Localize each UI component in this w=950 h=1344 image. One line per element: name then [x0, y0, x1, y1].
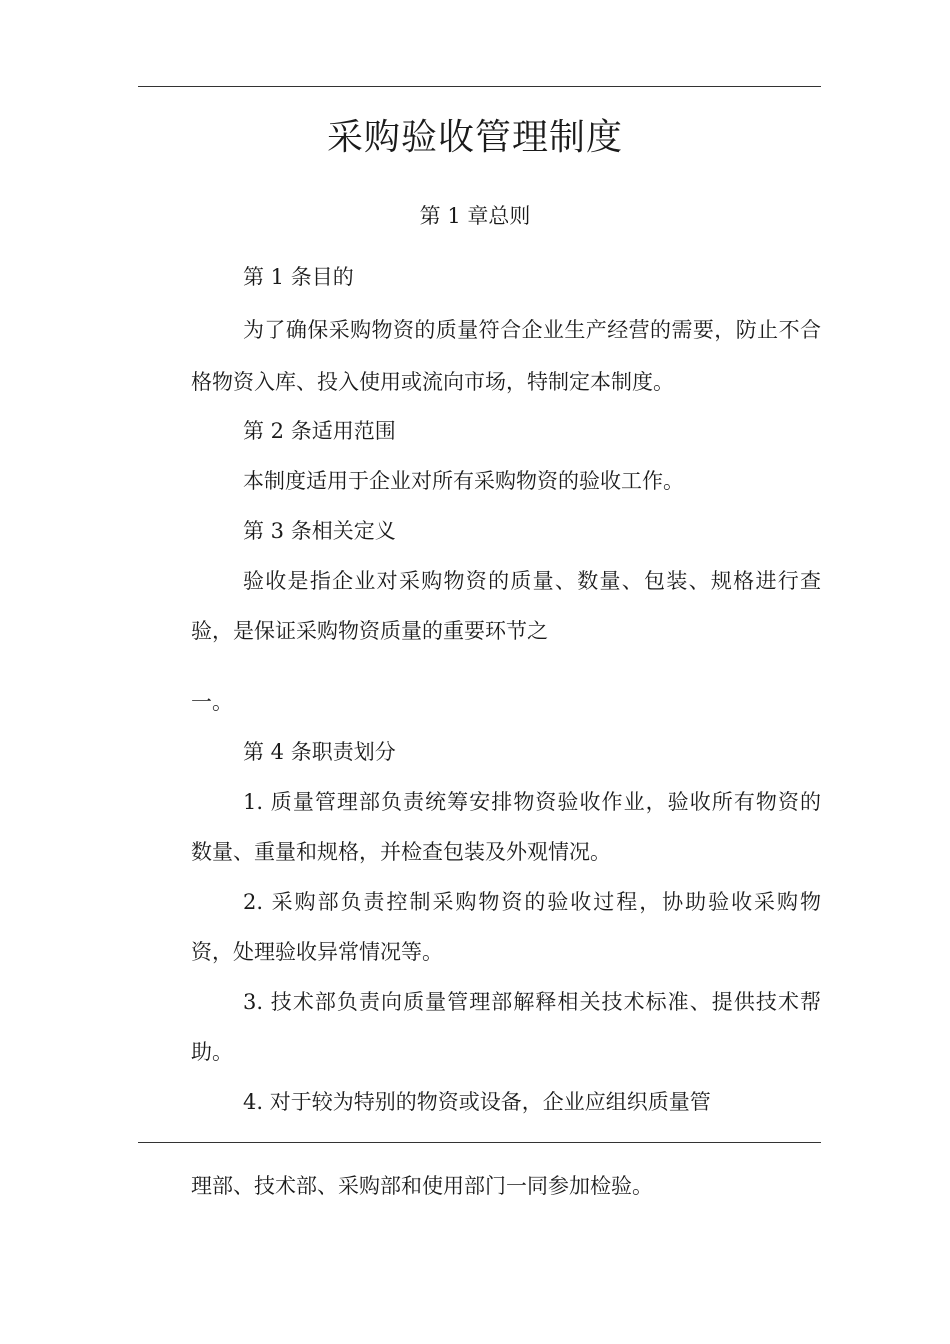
article-heading: 第 4 条职责划分 — [243, 740, 396, 764]
document-title: 采购验收管理制度 — [326, 117, 623, 158]
article-heading: 第 1 条目的 — [243, 265, 354, 289]
article-heading: 第 3 条相关定义 — [243, 519, 396, 543]
paragraph-line: 为了确保采购物资的质量符合企业生产经营的需要，防止不合 — [243, 318, 821, 342]
chapter-heading: 第 1 章总则 — [419, 204, 531, 228]
list-item-line: 资，处理验收异常情况等。 — [191, 940, 443, 964]
paragraph-line: 验收是指企业对采购物资的质量、数量、包装、规格进行查 — [243, 569, 821, 593]
paragraph-line: 本制度适用于企业对所有采购物资的验收工作。 — [243, 469, 684, 493]
continuation-line: 理部、技术部、采购部和使用部门一同参加检验。 — [191, 1174, 653, 1198]
list-item-line: 3. 技术部负责向质量管理部解释相关技术标准、提供技术帮 — [243, 990, 821, 1014]
page-break-rule — [138, 1142, 821, 1143]
article-heading: 第 2 条适用范围 — [243, 419, 396, 443]
list-item-line: 2. 采购部负责控制采购物资的验收过程，协助验收采购物 — [243, 890, 821, 914]
list-item-line: 4. 对于较为特别的物资或设备，企业应组织质量管 — [243, 1090, 711, 1114]
paragraph-line: 一。 — [191, 690, 233, 714]
list-item-line: 数量、重量和规格，并检查包装及外观情况。 — [191, 840, 611, 864]
list-item-line: 1. 质量管理部负责统筹安排物资验收作业，验收所有物资的 — [243, 790, 821, 814]
paragraph-line: 格物资入库、投入使用或流向市场，特制定本制度。 — [191, 370, 674, 394]
paragraph-line: 验，是保证采购物资质量的重要环节之 — [191, 619, 548, 643]
top-rule — [138, 86, 821, 87]
list-item-line: 助。 — [191, 1040, 233, 1064]
